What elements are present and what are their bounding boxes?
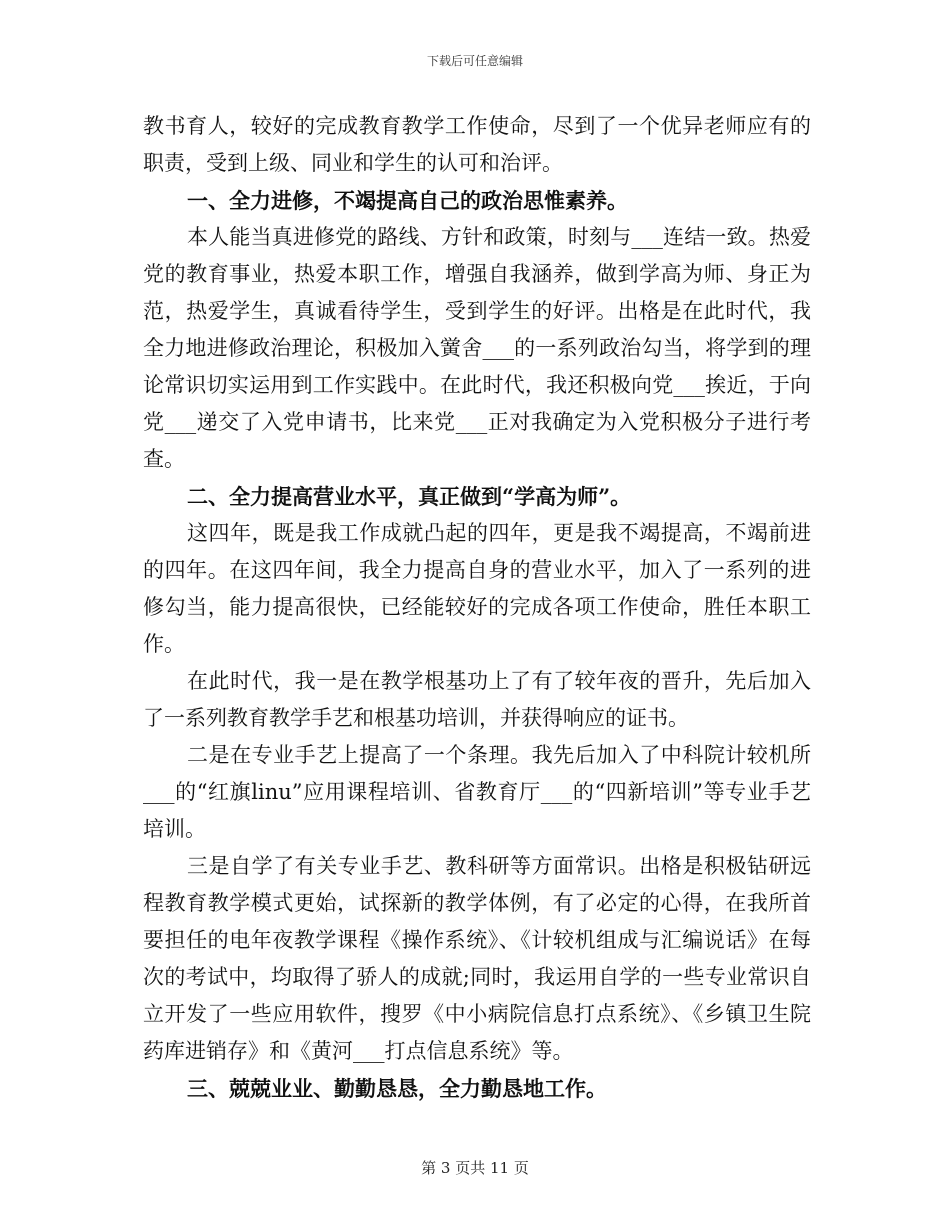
paragraph: 这四年，既是我工作成就凸起的四年，更是我不竭提高，不竭前进的四年。在这四年间，我全力提高自身的营业水平，加入了一系列的进修勾当，能力提高很快，已经能较好的完成各项工作使命，胜任本职工作。 bbox=[143, 521, 811, 656]
paragraph: 在此时代，我一是在教学根基功上了有了较年夜的晋升，先后加入了一系列教育教学手艺和根基功培训，并获得响应的证书。 bbox=[143, 669, 811, 730]
page-header: 下载后可任意编辑 bbox=[426, 54, 523, 68]
paragraph: 三是自学了有关专业手艺、教科研等方面常识。出格是积极钻研远程教育教学模式更始，试探新的教学体例，有了必定的心得，在我所首要担任的电年夜教学课程《操作系统》、《计较机组成与汇编说话》在每次的考试中，均取得了骄人的成就;同时，我运用自学的一些专业常识自立开发了一些应用软件，搜罗《中小病院信息打点系统》、《乡镇卫生院药库进销存》和《黄河___打点信息系统》等。 bbox=[143, 854, 811, 1063]
paragraph: 二是在专业手艺上提高了一个条理。我先后加入了中科院计较机所___的“红旗linu”应用课程培训、省教育厅___的“四新培训”等专业手艺培训。 bbox=[143, 743, 811, 841]
paragraph: 本人能当真进修党的路线、方针和政策，时刻与___连结一致。热爱党的教育事业，热爱本职工作，增强自我涵养，做到学高为师、身正为范，热爱学生，真诚看待学生，受到学生的好评。出格是在此时代，我全力地进修政治理论，积极加入黉舍___的一系列政治勾当，将学到的理论常识切实运用到工作实践中。在此时代，我还积极向党___挨近，于向党___递交了入党申请书，比来党___正对我确定为入党积极分子进行考查。 bbox=[143, 225, 811, 471]
page-footer: 第 3 页共 11 页 bbox=[421, 1159, 529, 1177]
section-heading: 一、全力进修，不竭提高自己的政治思惟素养。 bbox=[187, 188, 628, 213]
section-heading: 三、兢兢业业、勤勤恳恳，全力勤恳地工作。 bbox=[187, 1076, 607, 1101]
paragraph: 教书育人，较好的完成教育教学工作使命，尽到了一个优异老师应有的职责，受到上级、同业和学生的认可和治评。 bbox=[143, 114, 811, 175]
document-body bbox=[143, 108, 811, 1107]
section-heading: 二、全力提高营业水平，真正做到“学高为师”。 bbox=[187, 484, 632, 509]
